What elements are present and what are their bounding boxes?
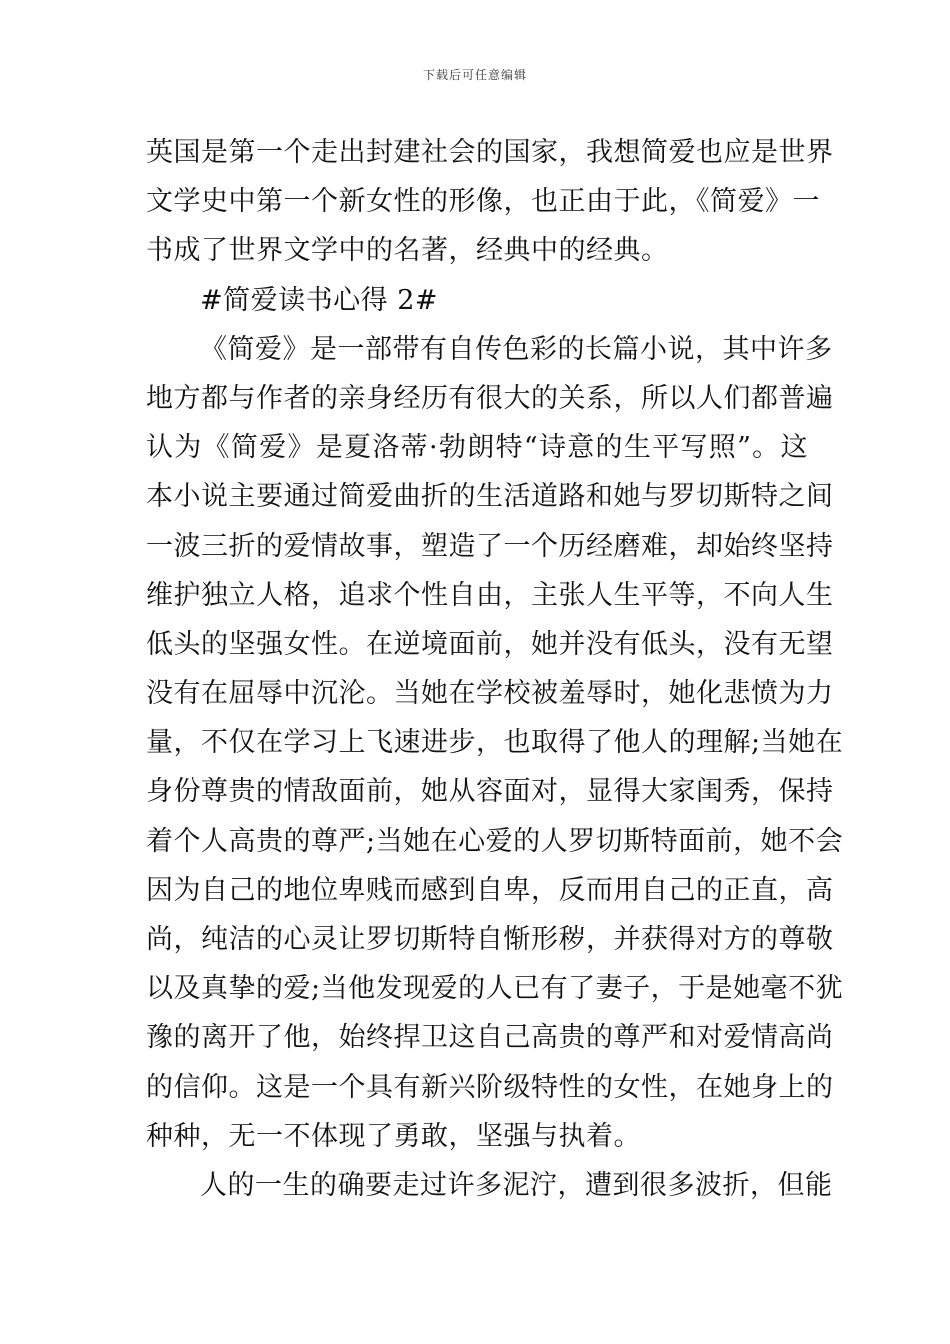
text-line: 地方都与作者的亲身经历有很大的关系，所以人们都普遍 <box>146 382 834 414</box>
text-line: 维护独立人格，追求个性自由，主张人生平等，不向人生 <box>146 579 834 611</box>
text-line: 一波三折的爱情故事，塑造了一个历经磨难，却始终坚持 <box>146 530 834 562</box>
text-line: 因为自己的地位卑贱而感到自卑，反而用自己的正直，高 <box>146 874 834 906</box>
text-line: 的信仰。这是一个具有新兴阶级特性的女性，在她身上的 <box>146 1071 834 1103</box>
text-line: 豫的离开了他，始终捍卫这自己高贵的尊严和对爱情高尚 <box>146 1022 834 1054</box>
text-line: 种种，无一不体现了勇敢，坚强与执着。 <box>146 1120 641 1152</box>
text-line: 量，不仅在学习上飞速进步，也取得了他人的理解;当她在 <box>146 727 844 759</box>
header-note: 下载后可任意编辑 <box>422 68 527 82</box>
text-line: 身份尊贵的情敌面前，她从容面对，显得大家闺秀，保持 <box>146 776 834 808</box>
text-line: 尚，纯洁的心灵让罗切斯特自惭形秽，并获得对方的尊敬 <box>146 924 834 955</box>
text-line: 《简爱》是一部带有自传色彩的长篇小说，其中许多 <box>200 333 833 365</box>
text-line: 人的一生的确要走过许多泥泞，遭到很多波折，但能 <box>200 1169 833 1201</box>
text-line: 英国是第一个走出封建社会的国家，我想简爱也应是世界 <box>146 137 834 168</box>
text-line: 没有在屈辱中沉沦。当她在学校被羞辱时，她化悲愤为力 <box>146 678 834 710</box>
text-line: 着个人高贵的尊严;当她在心爱的人罗切斯特面前，她不会 <box>146 825 844 857</box>
text-line: 本小说主要通过简爱曲折的生活道路和她与罗切斯特之间 <box>146 481 834 513</box>
section-heading: #简爱读书心得 2# <box>200 284 439 316</box>
essay-body <box>146 128 844 1210</box>
text-line: 书成了世界文学中的名著，经典中的经典。 <box>146 235 669 267</box>
text-line: 以及真挚的爱;当他发现爱的人已有了妻子，于是她毫不犹 <box>146 973 844 1005</box>
text-line: 认为《简爱》是夏洛蒂·勃朗特“诗意的生平写照”。这 <box>146 432 808 464</box>
text-line: 低头的坚强女性。在逆境面前，她并没有低头，没有无望 <box>146 628 834 660</box>
text-line: 文学史中第一个新女性的形像，也正由于此，《简爱》一 <box>146 186 820 218</box>
